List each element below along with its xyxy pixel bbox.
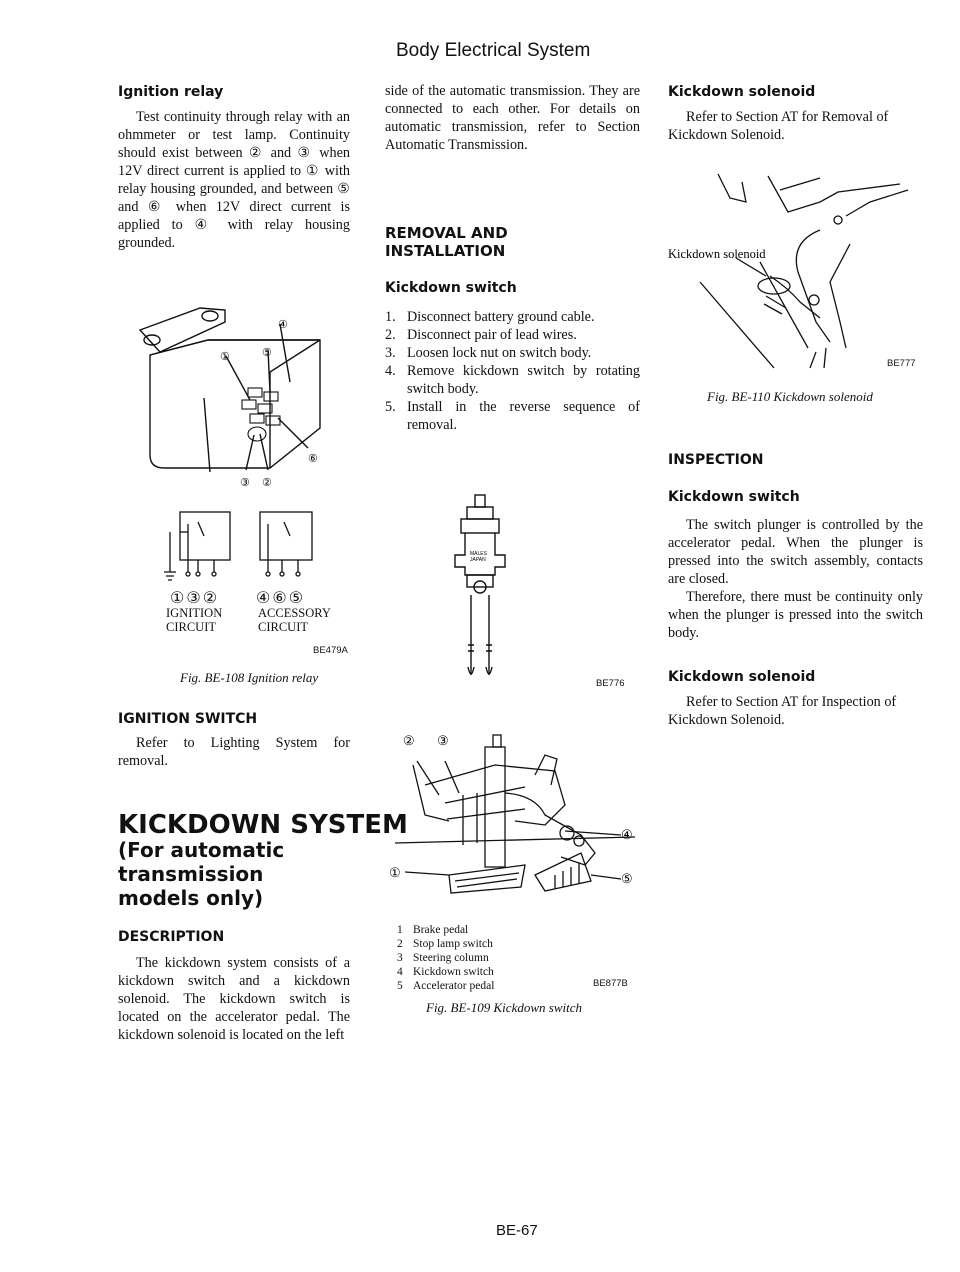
callout-1: ① [389, 865, 401, 880]
list-item [385, 344, 640, 362]
kickdown-solenoid-figure [670, 172, 920, 372]
callout-3: ③ [437, 733, 449, 748]
callout-5: ⑤ [262, 347, 272, 359]
kickdown-switch-inspection-text-2: Therefore, there must be continuity only when the plunger is pressed into the switch body. [668, 589, 923, 641]
legend-number: 2 [397, 938, 403, 950]
ignition-circuit-label [166, 606, 222, 634]
terminals-accessory: ④⑥⑤ [256, 590, 306, 607]
kickdown-solenoid-inspection-text: Refer to Section AT for Inspection of Kickdown Solenoid. [668, 694, 897, 728]
legend-number: 5 [397, 980, 403, 992]
callout-2: ② [262, 477, 272, 489]
callout-4: ④ [621, 827, 633, 842]
kickdown-switch-inspection-text-1: The switch plunger is controlled by the accelerator pedal. When the plunger is pressed into the switch assembly, contacts are closed. [668, 517, 923, 587]
legend-item [397, 979, 494, 993]
removal-steps-list [385, 308, 640, 434]
description-heading: DESCRIPTION [118, 929, 225, 945]
kickdown-pedal-figure [385, 725, 645, 915]
legend-item [397, 951, 494, 965]
removal-heading-line1: REMOVAL AND [385, 224, 508, 242]
relay-schematic [164, 512, 312, 580]
callout-3: ③ [240, 477, 250, 489]
legend-text: Accelerator pedal [413, 980, 495, 992]
ignition-relay-text: Test continuity through relay with an ohmmeter or test lamp. Continuity should exist between ② and ③ when 12V direct current is applied to ① with relay housing grounded, and between ⑤ and ⑥ when 12V direct current is applied to ④ with relay housing grounded. [118, 109, 350, 251]
step-text: Loosen lock nut on switch body. [407, 345, 592, 361]
callout-4: ④ [278, 319, 288, 331]
subheading-line2: transmission [118, 862, 264, 886]
inspection-heading: INSPECTION [668, 452, 764, 468]
kickdown-solenoid-text: Refer to Section AT for Removal of Kickdown Solenoid. [668, 109, 889, 143]
legend-number: 1 [397, 924, 403, 936]
legend-item [397, 937, 494, 951]
step-number: 1. [385, 309, 396, 325]
legend-text: Stop lamp switch [413, 938, 493, 950]
page-number: BE-67 [496, 1222, 538, 1239]
relay-housing [150, 340, 320, 468]
kickdown-switch-removal-heading: Kickdown switch [385, 280, 517, 296]
ignition-circuit-line2: CIRCUIT [166, 620, 216, 634]
figure-caption-be110: Fig. BE-110 Kickdown solenoid [707, 389, 873, 404]
step-text: Disconnect pair of lead wires. [407, 327, 577, 343]
figure-legend [397, 923, 494, 993]
callout-6: ⑥ [308, 453, 318, 465]
page-header-title: Body Electrical System [396, 40, 591, 61]
switch-body-text-1: MALES [470, 551, 487, 557]
figure-code-be479a: BE479A [313, 645, 348, 656]
list-item [385, 308, 640, 326]
step-text: Disconnect battery ground cable. [407, 309, 595, 325]
callout-2: ② [403, 733, 415, 748]
accessory-circuit-line1: ACCESSORY [258, 606, 331, 620]
kickdown-switch-inspection-heading: Kickdown switch [668, 489, 800, 505]
step-text: Install in the reverse sequence of removal. [407, 399, 640, 433]
legend-text: Steering column [413, 952, 489, 964]
kickdown-solenoid-inspection-heading: Kickdown solenoid [668, 669, 816, 685]
legend-item [397, 965, 494, 979]
figure-code-be877b: BE877B [593, 978, 628, 989]
figure-code-be777: BE777 [887, 358, 916, 369]
step-number: 3. [385, 345, 396, 361]
accessory-circuit-label [258, 606, 331, 634]
callout-1: ① [220, 351, 230, 363]
kickdown-solenoid-heading: Kickdown solenoid [668, 84, 816, 100]
ignition-switch-heading: IGNITION SWITCH [118, 711, 258, 727]
ignition-circuit-line1: IGNITION [166, 606, 223, 620]
subheading-line1: (For automatic [118, 838, 285, 862]
list-item [385, 362, 640, 398]
step-number: 4. [385, 363, 396, 379]
legend-number: 3 [397, 952, 403, 964]
ignition-relay-figure [130, 300, 350, 630]
kickdown-system-heading: KICKDOWN SYSTEM [118, 810, 408, 840]
kickdown-solenoid-callout: Kickdown solenoid [668, 247, 766, 261]
step-text: Remove kickdown switch by rotating switch body. [407, 363, 640, 397]
switch-body-text-2: JAPAN [470, 557, 486, 563]
ignition-relay-heading: Ignition relay [118, 84, 224, 100]
step-number: 5. [385, 399, 396, 415]
subheading-line3: models only) [118, 886, 264, 910]
terminals-ignition: ①③② [170, 590, 220, 607]
callout-5: ⑤ [621, 871, 633, 886]
kickdown-switch-figure [455, 495, 505, 685]
legend-text: Kickdown switch [413, 966, 494, 978]
ignition-switch-text: Refer to Lighting System for removal. [118, 735, 350, 769]
legend-text: Brake pedal [413, 924, 469, 936]
figure-caption-be109: Fig. BE-109 Kickdown switch [426, 1000, 582, 1015]
figure-code-be776: BE776 [596, 678, 625, 689]
figure-caption-be108: Fig. BE-108 Ignition relay [180, 670, 319, 685]
legend-item [397, 923, 494, 937]
removal-heading-line2: INSTALLATION [385, 242, 506, 260]
step-number: 2. [385, 327, 396, 343]
list-item [385, 398, 640, 434]
legend-number: 4 [397, 966, 403, 978]
list-item [385, 326, 640, 344]
description-text: The kickdown system consists of a kickdown switch and a kickdown solenoid. The kickdown switch is located on the accelerator pedal. The kickdown solenoid is located on the left [118, 955, 350, 1043]
removal-heading [385, 224, 508, 260]
accessory-circuit-line2: CIRCUIT [258, 620, 308, 634]
kickdown-system-subheading [118, 838, 350, 910]
continuation-text: side of the automatic transmission. They are connected to each other. For details on automatic transmission, refer to Section Automatic Transmission. [385, 83, 640, 153]
